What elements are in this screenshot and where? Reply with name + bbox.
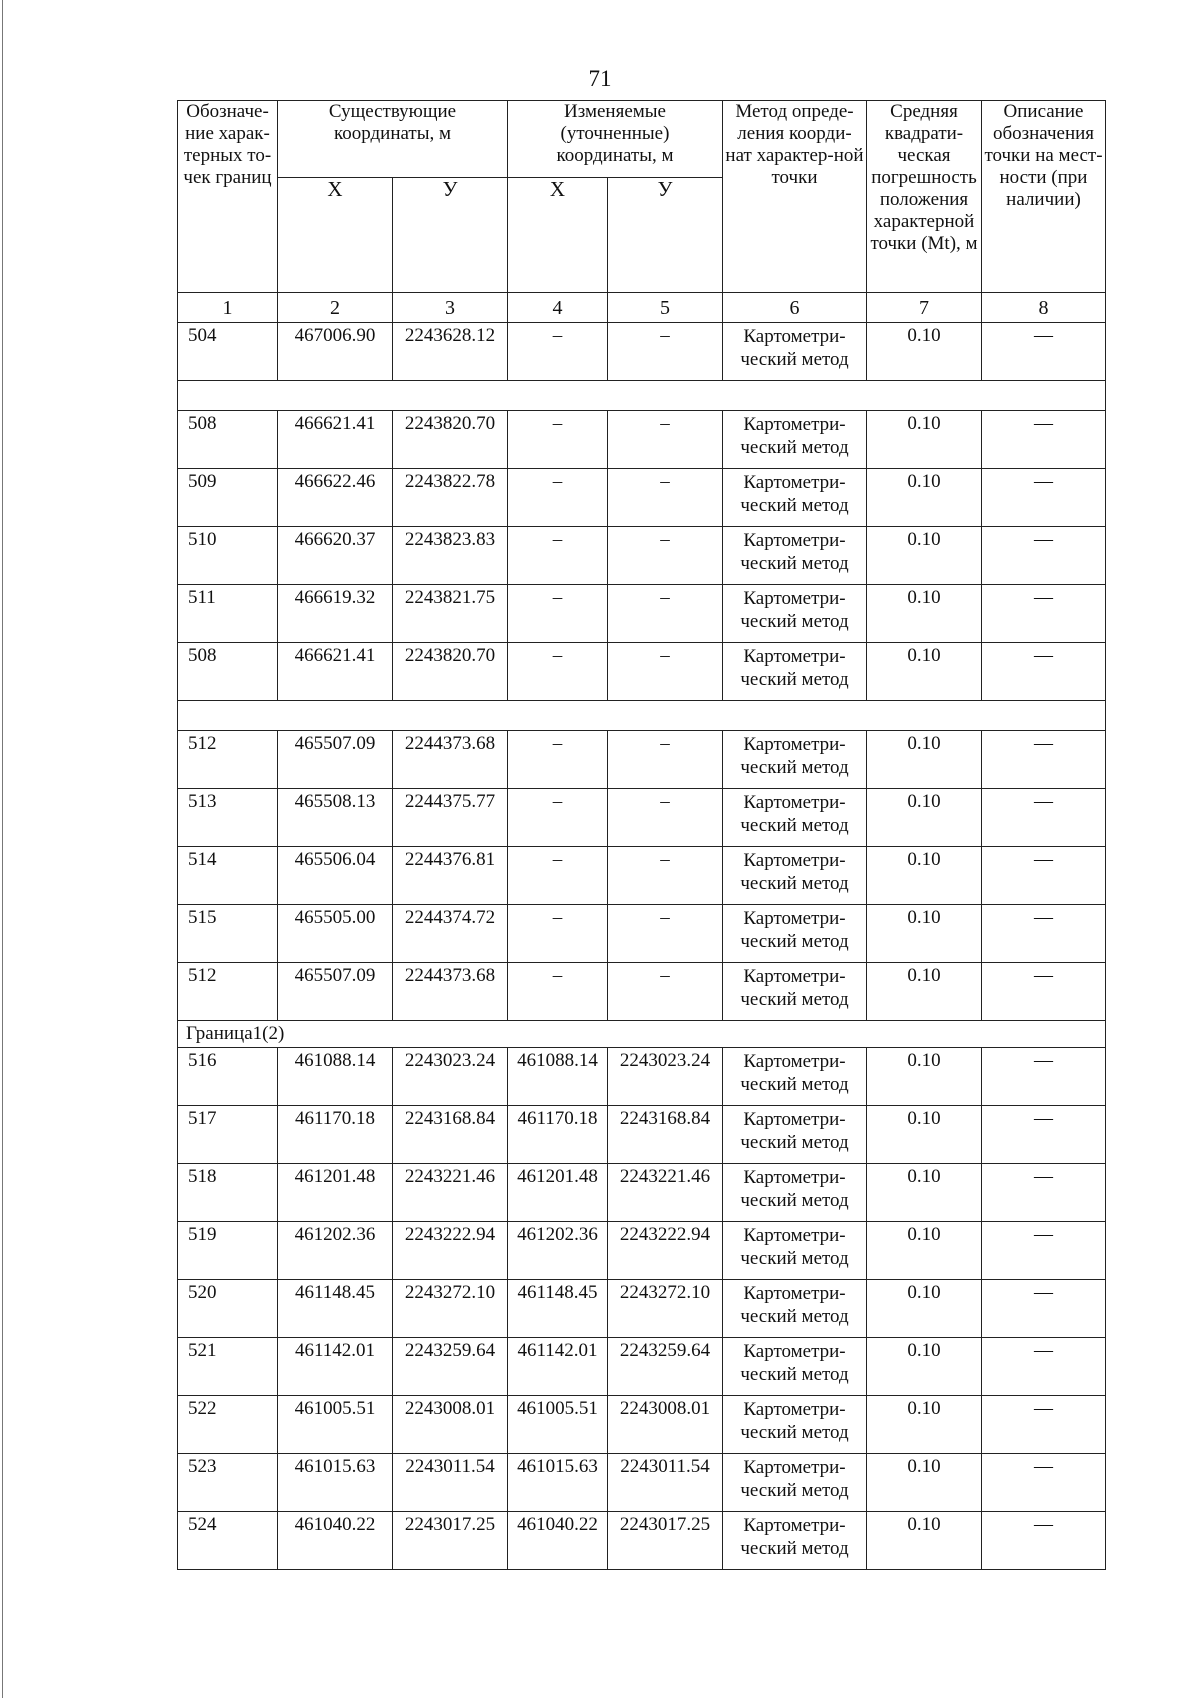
table-row xyxy=(178,731,1106,789)
changed-y-cell: – xyxy=(608,585,723,643)
table-row xyxy=(178,1512,1106,1570)
existing-x-cell: 465507.09 xyxy=(278,731,393,789)
column-number: 2 xyxy=(278,293,393,323)
changed-x-cell: – xyxy=(508,847,608,905)
header-existing-coords: Существующие координаты, м xyxy=(278,101,508,178)
mean-error-cell: 0.10 xyxy=(867,963,982,1021)
existing-y-cell: 2243821.75 xyxy=(393,585,508,643)
existing-y-cell: 2243168.84 xyxy=(393,1106,508,1164)
mean-error-cell: 0.10 xyxy=(867,1048,982,1106)
method-cell: Картометри-ческий метод xyxy=(723,789,867,847)
changed-y-cell: 2243011.54 xyxy=(608,1454,723,1512)
changed-y-cell: – xyxy=(608,469,723,527)
changed-x-cell: – xyxy=(508,411,608,469)
mean-error-cell: 0.10 xyxy=(867,1396,982,1454)
point-id-cell: 508 xyxy=(178,411,278,469)
changed-x-cell: – xyxy=(508,731,608,789)
method-cell: Картометри-ческий метод xyxy=(723,323,867,381)
changed-x-cell: 461202.36 xyxy=(508,1222,608,1280)
table-row xyxy=(178,469,1106,527)
existing-x-cell: 466619.32 xyxy=(278,585,393,643)
table-row xyxy=(178,323,1106,381)
existing-y-cell: 2244376.81 xyxy=(393,847,508,905)
changed-x-cell: 461088.14 xyxy=(508,1048,608,1106)
mean-error-cell: 0.10 xyxy=(867,1512,982,1570)
mean-error-cell: 0.10 xyxy=(867,1338,982,1396)
point-id-cell: 518 xyxy=(178,1164,278,1222)
changed-x-cell: – xyxy=(508,527,608,585)
existing-x-cell: 461170.18 xyxy=(278,1106,393,1164)
changed-y-cell: – xyxy=(608,905,723,963)
existing-x-cell: 465508.13 xyxy=(278,789,393,847)
existing-x-cell: 465505.00 xyxy=(278,905,393,963)
description-cell: — xyxy=(982,585,1106,643)
header-designation: Обозначе-ние харак-терных то-чек границ xyxy=(178,101,278,293)
column-number: 1 xyxy=(178,293,278,323)
point-id-cell: 516 xyxy=(178,1048,278,1106)
existing-x-cell: 461142.01 xyxy=(278,1338,393,1396)
page-number: 71 xyxy=(588,66,612,91)
changed-y-cell: 2243272.10 xyxy=(608,1280,723,1338)
existing-x-cell: 461202.36 xyxy=(278,1222,393,1280)
point-id-cell: 513 xyxy=(178,789,278,847)
table-row xyxy=(178,789,1106,847)
table-row xyxy=(178,1164,1106,1222)
changed-y-cell: – xyxy=(608,847,723,905)
description-cell: — xyxy=(982,1106,1106,1164)
changed-x-cell: – xyxy=(508,643,608,701)
changed-x-cell: – xyxy=(508,469,608,527)
point-id-cell: 514 xyxy=(178,847,278,905)
changed-x-cell: 461148.45 xyxy=(508,1280,608,1338)
existing-y-cell: 2243023.24 xyxy=(393,1048,508,1106)
section-label: Граница1(2) xyxy=(178,1021,1106,1048)
description-cell: — xyxy=(982,847,1106,905)
blank-cell xyxy=(178,701,1106,731)
existing-y-cell: 2243823.83 xyxy=(393,527,508,585)
header-description: Описание обозначения точки на мест-ности (при наличии) xyxy=(982,101,1106,293)
changed-y-cell: – xyxy=(608,323,723,381)
table-header xyxy=(178,101,1106,323)
point-id-cell: 523 xyxy=(178,1454,278,1512)
header-changed-coords: Изменяемые (уточненные) координаты, м xyxy=(508,101,723,178)
column-number: 7 xyxy=(867,293,982,323)
point-id-cell: 508 xyxy=(178,643,278,701)
description-cell: — xyxy=(982,643,1106,701)
changed-y-cell: 2243023.24 xyxy=(608,1048,723,1106)
mean-error-cell: 0.10 xyxy=(867,789,982,847)
description-cell: — xyxy=(982,527,1106,585)
point-id-cell: 512 xyxy=(178,731,278,789)
method-cell: Картометри-ческий метод xyxy=(723,847,867,905)
point-id-cell: 504 xyxy=(178,323,278,381)
column-number-row xyxy=(178,293,1106,323)
changed-y-cell: 2243168.84 xyxy=(608,1106,723,1164)
point-id-cell: 522 xyxy=(178,1396,278,1454)
mean-error-cell: 0.10 xyxy=(867,323,982,381)
mean-error-cell: 0.10 xyxy=(867,1106,982,1164)
existing-x-cell: 466622.46 xyxy=(278,469,393,527)
mean-error-cell: 0.10 xyxy=(867,1164,982,1222)
description-cell: — xyxy=(982,1454,1106,1512)
changed-y-cell: 2243259.64 xyxy=(608,1338,723,1396)
point-id-cell: 512 xyxy=(178,963,278,1021)
header-existing-x: X xyxy=(278,178,393,293)
method-cell: Картометри-ческий метод xyxy=(723,527,867,585)
method-cell: Картометри-ческий метод xyxy=(723,1164,867,1222)
point-id-cell: 524 xyxy=(178,1512,278,1570)
blank-separator-row xyxy=(178,701,1106,731)
table-row xyxy=(178,1338,1106,1396)
method-cell: Картометри-ческий метод xyxy=(723,963,867,1021)
existing-y-cell: 2243008.01 xyxy=(393,1396,508,1454)
table-row xyxy=(178,847,1106,905)
blank-cell xyxy=(178,381,1106,411)
table-row xyxy=(178,527,1106,585)
table-row xyxy=(178,1280,1106,1338)
point-id-cell: 509 xyxy=(178,469,278,527)
method-cell: Картометри-ческий метод xyxy=(723,469,867,527)
method-cell: Картометри-ческий метод xyxy=(723,1048,867,1106)
table-row xyxy=(178,411,1106,469)
table-row xyxy=(178,963,1106,1021)
point-id-cell: 510 xyxy=(178,527,278,585)
header-method: Метод опреде-ления коорди-нат характер-ной точки xyxy=(723,101,867,293)
method-cell: Картометри-ческий метод xyxy=(723,585,867,643)
method-cell: Картометри-ческий метод xyxy=(723,1454,867,1512)
mean-error-cell: 0.10 xyxy=(867,585,982,643)
changed-y-cell: – xyxy=(608,411,723,469)
existing-y-cell: 2243221.46 xyxy=(393,1164,508,1222)
existing-y-cell: 2243822.78 xyxy=(393,469,508,527)
method-cell: Картометри-ческий метод xyxy=(723,1106,867,1164)
existing-x-cell: 466620.37 xyxy=(278,527,393,585)
description-cell: — xyxy=(982,411,1106,469)
existing-y-cell: 2243259.64 xyxy=(393,1338,508,1396)
existing-x-cell: 461040.22 xyxy=(278,1512,393,1570)
header-existing-y: У xyxy=(393,178,508,293)
mean-error-cell: 0.10 xyxy=(867,847,982,905)
table-body xyxy=(178,323,1106,1570)
description-cell: — xyxy=(982,469,1106,527)
existing-y-cell: 2243820.70 xyxy=(393,643,508,701)
description-cell: — xyxy=(982,1396,1106,1454)
description-cell: — xyxy=(982,1338,1106,1396)
method-cell: Картометри-ческий метод xyxy=(723,1512,867,1570)
point-id-cell: 511 xyxy=(178,585,278,643)
changed-x-cell: 461015.63 xyxy=(508,1454,608,1512)
mean-error-cell: 0.10 xyxy=(867,643,982,701)
changed-x-cell: 461142.01 xyxy=(508,1338,608,1396)
changed-y-cell: – xyxy=(608,731,723,789)
method-cell: Картометри-ческий метод xyxy=(723,1222,867,1280)
changed-y-cell: – xyxy=(608,527,723,585)
changed-y-cell: 2243221.46 xyxy=(608,1164,723,1222)
changed-x-cell: – xyxy=(508,323,608,381)
changed-x-cell: – xyxy=(508,905,608,963)
mean-error-cell: 0.10 xyxy=(867,527,982,585)
header-changed-x: X xyxy=(508,178,608,293)
header-mean-error: Средняя квадрати-ческая погрешность положения характерной точки (Mt), м xyxy=(867,101,982,293)
point-id-cell: 520 xyxy=(178,1280,278,1338)
description-cell: — xyxy=(982,1512,1106,1570)
changed-y-cell: – xyxy=(608,789,723,847)
existing-y-cell: 2243628.12 xyxy=(393,323,508,381)
existing-x-cell: 461015.63 xyxy=(278,1454,393,1512)
header-changed-y: У xyxy=(608,178,723,293)
existing-x-cell: 461148.45 xyxy=(278,1280,393,1338)
changed-x-cell: 461170.18 xyxy=(508,1106,608,1164)
blank-separator-row xyxy=(178,381,1106,411)
description-cell: — xyxy=(982,731,1106,789)
description-cell: — xyxy=(982,1048,1106,1106)
point-id-cell: 519 xyxy=(178,1222,278,1280)
existing-y-cell: 2243017.25 xyxy=(393,1512,508,1570)
existing-y-cell: 2243222.94 xyxy=(393,1222,508,1280)
existing-y-cell: 2243820.70 xyxy=(393,411,508,469)
method-cell: Картометри-ческий метод xyxy=(723,731,867,789)
table-row xyxy=(178,1106,1106,1164)
description-cell: — xyxy=(982,905,1106,963)
scan-edge-line xyxy=(2,0,3,1698)
mean-error-cell: 0.10 xyxy=(867,411,982,469)
mean-error-cell: 0.10 xyxy=(867,905,982,963)
changed-x-cell: – xyxy=(508,963,608,1021)
column-number: 8 xyxy=(982,293,1106,323)
method-cell: Картометри-ческий метод xyxy=(723,643,867,701)
column-number: 6 xyxy=(723,293,867,323)
table-row xyxy=(178,1454,1106,1512)
existing-y-cell: 2244373.68 xyxy=(393,963,508,1021)
changed-y-cell: 2243008.01 xyxy=(608,1396,723,1454)
changed-y-cell: – xyxy=(608,963,723,1021)
existing-x-cell: 467006.90 xyxy=(278,323,393,381)
description-cell: — xyxy=(982,1222,1106,1280)
existing-y-cell: 2244374.72 xyxy=(393,905,508,963)
table-row xyxy=(178,1396,1106,1454)
table-row xyxy=(178,643,1106,701)
changed-x-cell: 461005.51 xyxy=(508,1396,608,1454)
changed-y-cell: 2243222.94 xyxy=(608,1222,723,1280)
description-cell: — xyxy=(982,323,1106,381)
existing-x-cell: 461088.14 xyxy=(278,1048,393,1106)
column-number: 5 xyxy=(608,293,723,323)
existing-y-cell: 2244375.77 xyxy=(393,789,508,847)
mean-error-cell: 0.10 xyxy=(867,1280,982,1338)
description-cell: — xyxy=(982,1164,1106,1222)
coordinates-table xyxy=(177,100,1106,1570)
changed-x-cell: – xyxy=(508,789,608,847)
mean-error-cell: 0.10 xyxy=(867,731,982,789)
point-id-cell: 517 xyxy=(178,1106,278,1164)
method-cell: Картометри-ческий метод xyxy=(723,1338,867,1396)
existing-y-cell: 2244373.68 xyxy=(393,731,508,789)
existing-y-cell: 2243272.10 xyxy=(393,1280,508,1338)
existing-x-cell: 461201.48 xyxy=(278,1164,393,1222)
changed-x-cell: – xyxy=(508,585,608,643)
mean-error-cell: 0.10 xyxy=(867,1454,982,1512)
existing-x-cell: 461005.51 xyxy=(278,1396,393,1454)
existing-x-cell: 465507.09 xyxy=(278,963,393,1021)
mean-error-cell: 0.10 xyxy=(867,469,982,527)
method-cell: Картометри-ческий метод xyxy=(723,1280,867,1338)
method-cell: Картометри-ческий метод xyxy=(723,905,867,963)
mean-error-cell: 0.10 xyxy=(867,1222,982,1280)
changed-y-cell: 2243017.25 xyxy=(608,1512,723,1570)
existing-x-cell: 466621.41 xyxy=(278,643,393,701)
section-row xyxy=(178,1021,1106,1048)
description-cell: — xyxy=(982,963,1106,1021)
column-number: 4 xyxy=(508,293,608,323)
table-row xyxy=(178,1048,1106,1106)
table-row xyxy=(178,585,1106,643)
method-cell: Картометри-ческий метод xyxy=(723,411,867,469)
table-row xyxy=(178,1222,1106,1280)
column-number: 3 xyxy=(393,293,508,323)
point-id-cell: 515 xyxy=(178,905,278,963)
table-row xyxy=(178,905,1106,963)
point-id-cell: 521 xyxy=(178,1338,278,1396)
changed-y-cell: – xyxy=(608,643,723,701)
description-cell: — xyxy=(982,1280,1106,1338)
existing-x-cell: 465506.04 xyxy=(278,847,393,905)
changed-x-cell: 461201.48 xyxy=(508,1164,608,1222)
changed-x-cell: 461040.22 xyxy=(508,1512,608,1570)
existing-y-cell: 2243011.54 xyxy=(393,1454,508,1512)
method-cell: Картометри-ческий метод xyxy=(723,1396,867,1454)
description-cell: — xyxy=(982,789,1106,847)
existing-x-cell: 466621.41 xyxy=(278,411,393,469)
